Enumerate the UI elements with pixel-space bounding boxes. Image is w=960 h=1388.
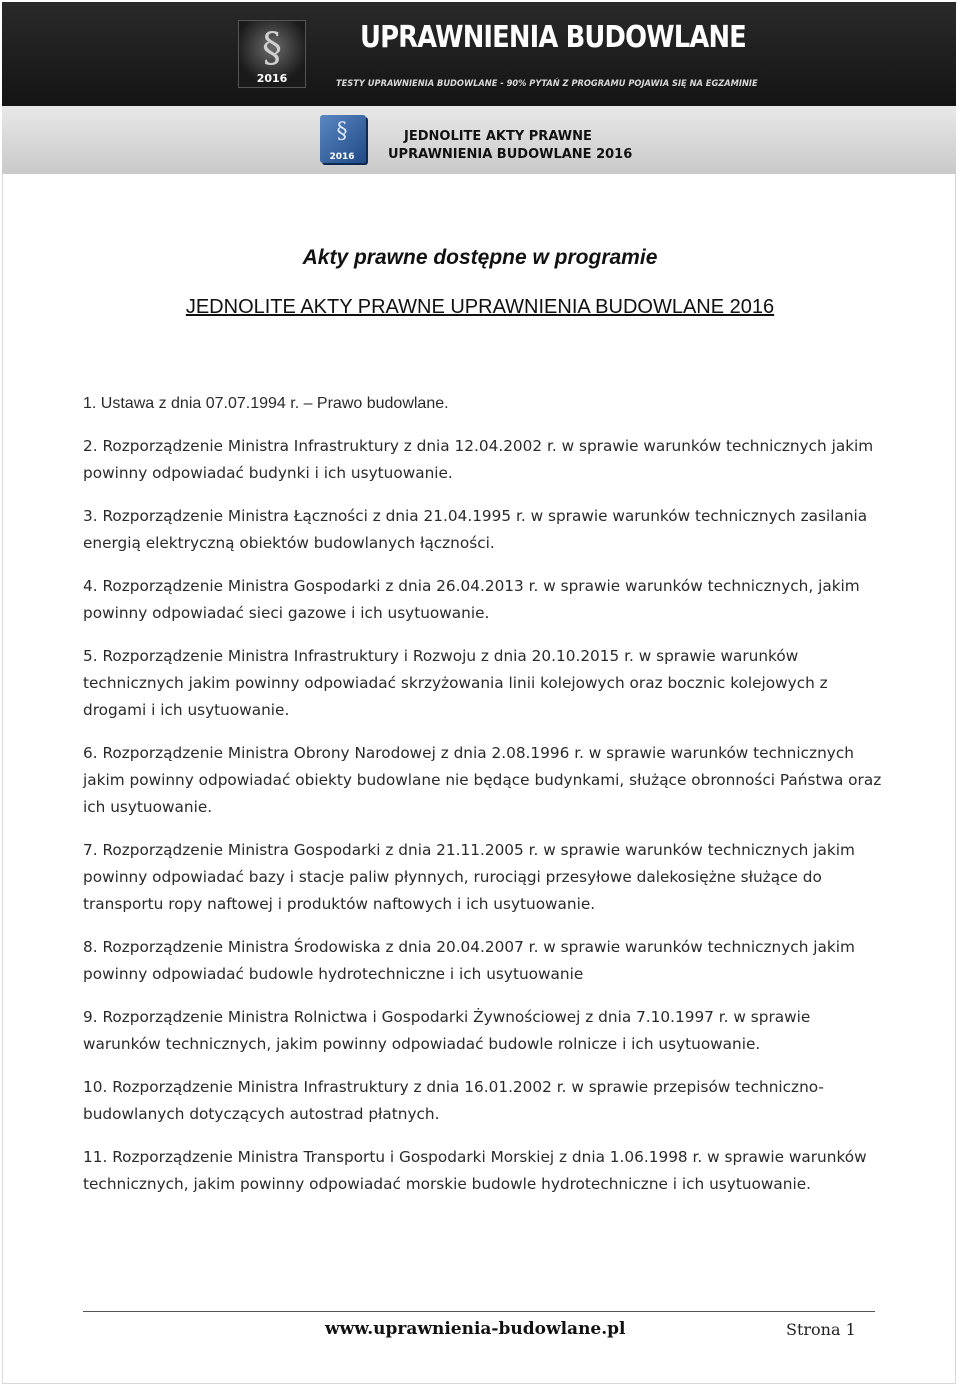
logo-year: 2016	[256, 72, 288, 85]
list-item: 11. Rozporządzenie Ministra Transportu i Gospodarki Morskiej z dnia 1.06.1998 r. w sprawie warunków technicznych, jakim powinny odpowiadać morskie budowle hydrotechniczne i ich usytuowanie.	[83, 1148, 867, 1193]
list-item: 6. Rozporządzenie Ministra Obrony Narodowej z dnia 2.08.1996 r. w sprawie warunków technicznych jakim powinny odpowiadać obiekty budowlane nie będące budynkami, służące obronności Państwa oraz ich usytuowanie.	[83, 744, 882, 816]
brand-title: UPRAWNIENIA BUDOWLANE	[360, 20, 746, 55]
list-item: 9. Rozporządzenie Ministra Rolnictwa i Gospodarki Żywnościowej z dnia 7.10.1997 r. w sprawie warunków technicznych, jakim powinny odpowiadać budowle rolnicze i ich usytuowanie.	[83, 1008, 811, 1053]
law-book-icon	[320, 115, 366, 163]
footer-divider	[83, 1311, 875, 1312]
list-item: 2. Rozporządzenie Ministra Infrastruktury z dnia 12.04.2002 r. w sprawie warunków technicznych jakim powinny odpowiadać budynki i ich usytuowanie.	[83, 437, 874, 482]
footer-website-link[interactable]: www.uprawnienia-budowlane.pl	[325, 1319, 626, 1339]
banner-subtitle-line1: JEDNOLITE AKTY PRAWNE	[404, 129, 592, 144]
list-item: 4. Rozporządzenie Ministra Gospodarki z dnia 26.04.2013 r. w sprawie warunków technicznych, jakim powinny odpowiadać sieci gazowe i ich usytuowanie.	[83, 577, 860, 622]
list-item: 3. Rozporządzenie Ministra Łączności z dnia 21.04.1995 r. w sprawie warunków technicznych zasilania energią elektryczną obiektów budowlanych łączności.	[83, 507, 868, 552]
document-subtitle: JEDNOLITE AKTY PRAWNE UPRAWNIENIA BUDOWLANE 2016	[185, 296, 775, 318]
document-title: Akty prawne dostępne w programie	[302, 246, 658, 269]
banner-subtitle	[388, 128, 632, 164]
paragraph-sign-icon: §	[262, 25, 282, 71]
list-item: 5. Rozporządzenie Ministra Infrastruktury i Rozwoju z dnia 20.10.2015 r. w sprawie warunków technicznych jakim powinny odpowiadać skrzyżowania linii kolejowych oraz bocznic kolejowych z drogami i ich usytuowanie.	[83, 647, 828, 719]
list-item: 8. Rozporządzenie Ministra Środowiska z dnia 20.04.2007 r. w sprawie warunków technicznych jakim powinny odpowiadać budowle hydrotechniczne i ich usytuowanie	[83, 938, 855, 983]
list-item: 1. Ustawa z dnia 07.07.1994 r. – Prawo budowlane.	[83, 395, 449, 412]
brand-tagline: TESTY UPRAWNIENIA BUDOWLANE - 90% PYTAŃ Z PROGRAMU POJAWIA SIĘ NA EGZAMINIE	[336, 79, 758, 89]
header-banner	[2, 2, 956, 174]
banner-subtitle-line2: UPRAWNIENIA BUDOWLANE 2016	[388, 147, 633, 162]
list-item: 10. Rozporządzenie Ministra Infrastruktury z dnia 16.01.2002 r. w sprawie przepisów techniczno-budowlanych dotyczących autostrad płatnych.	[83, 1078, 824, 1123]
book-year: 2016	[329, 152, 355, 162]
list-item: 7. Rozporządzenie Ministra Gospodarki z dnia 21.11.2005 r. w sprawie warunków technicznych jakim powinny odpowiadać bazy i stacje paliw płynnych, rurociągi przesyłowe dalekosiężne służące do transportu ropy naftowej i produktów naftowych i ich usytuowanie.	[83, 841, 855, 913]
legal-acts-list	[83, 390, 883, 1198]
book-paragraph-icon: §	[336, 119, 348, 144]
paragraph-logo-icon	[238, 20, 306, 88]
page-number: Strona 1	[786, 1320, 856, 1339]
